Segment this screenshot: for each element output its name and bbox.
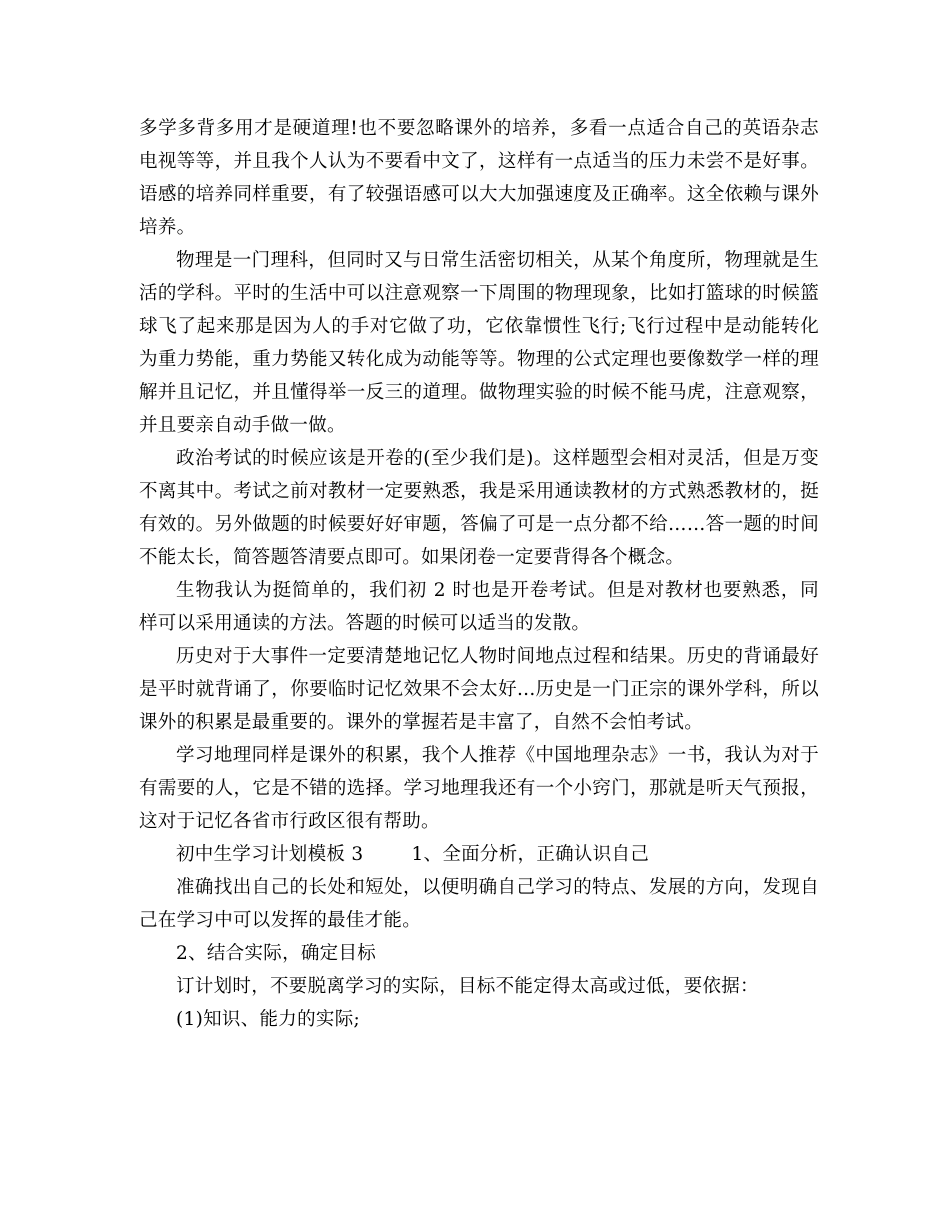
paragraph-politics: 政治考试的时候应该是开卷的(至少我们是)。这样题型会相对灵活，但是万变不离其中。考试之前对教材一定要熟悉，我是采用通读教材的方式熟悉教材的，挺有效的。另外做题的时候要好好审题，答偏了可是一点分都不给……答一题的时间不能太长，简答题答清要点即可。如果闭卷一定要背得各个概念。 [139, 448, 819, 568]
paragraph-biology: 生物我认为挺简单的，我们初 2 时也是开卷考试。但是对教材也要熟悉，同样可以采用通读的方法。答题的时候可以适当的发散。 [139, 580, 819, 634]
document-body [139, 112, 819, 1036]
paragraph-goal-heading: 2、结合实际，确定目标 [176, 943, 377, 964]
paragraph-geography: 学习地理同样是课外的积累，我个人推荐《中国地理杂志》一书，我认为对于有需要的人，它是不错的选择。学习地理我还有一个小窍门，那就是听天气预报，这对于记忆各省市行政区很有帮助。 [139, 745, 819, 832]
paragraph-goal-body: 订计划时，不要脱离学习的实际，目标不能定得太高或过低，要依据： [176, 976, 759, 997]
paragraph-english-tail: 多学多背多用才是硬道理!也不要忽略课外的培养，多看一点适合自己的英语杂志电视等等，并且我个人认为不要看中文了，这样有一点适当的压力未尝不是好事。语感的培养同样重要，有了较强语感可以大大加强速度及正确率。这全依赖与课外培养。 [139, 118, 819, 238]
paragraph-physics: 物理是一门理科，但同时又与日常生活密切相关，从某个角度所，物理就是生活的学科。平时的生活中可以注意观察一下周围的物理现象，比如打篮球的时候篮球飞了起来那是因为人的手对它做了功，它依靠惯性飞行;飞行过程中是动能转化为重力势能，重力势能又转化成为动能等等。物理的公式定理也要像数学一样的理解并且记忆，并且懂得举一反三的道理。做物理实验的时候不能马虎，注意观察，并且要亲自动手做一做。 [139, 250, 819, 436]
template-title: 初中生学习计划模板 3 [176, 844, 364, 865]
paragraph-self-analysis: 准确找出自己的长处和短处，以便明确自己学习的特点、发展的方向，发现自己在学习中可以发挥的最佳才能。 [139, 877, 819, 931]
template-first-point: 1、全面分析，正确认识自己 [411, 844, 650, 865]
paragraph-goal-item-1: (1)知识、能力的实际; [176, 1009, 361, 1030]
paragraph-history: 历史对于大事件一定要清楚地记忆人物时间地点过程和结果。历史的背诵最好是平时就背诵了，你要临时记忆效果不会太好...历史是一门正宗的课外学科，所以课外的积累是最重要的。课外的掌握若是丰富了，自然不会怕考试。 [139, 646, 819, 733]
template-heading-line [139, 838, 819, 871]
